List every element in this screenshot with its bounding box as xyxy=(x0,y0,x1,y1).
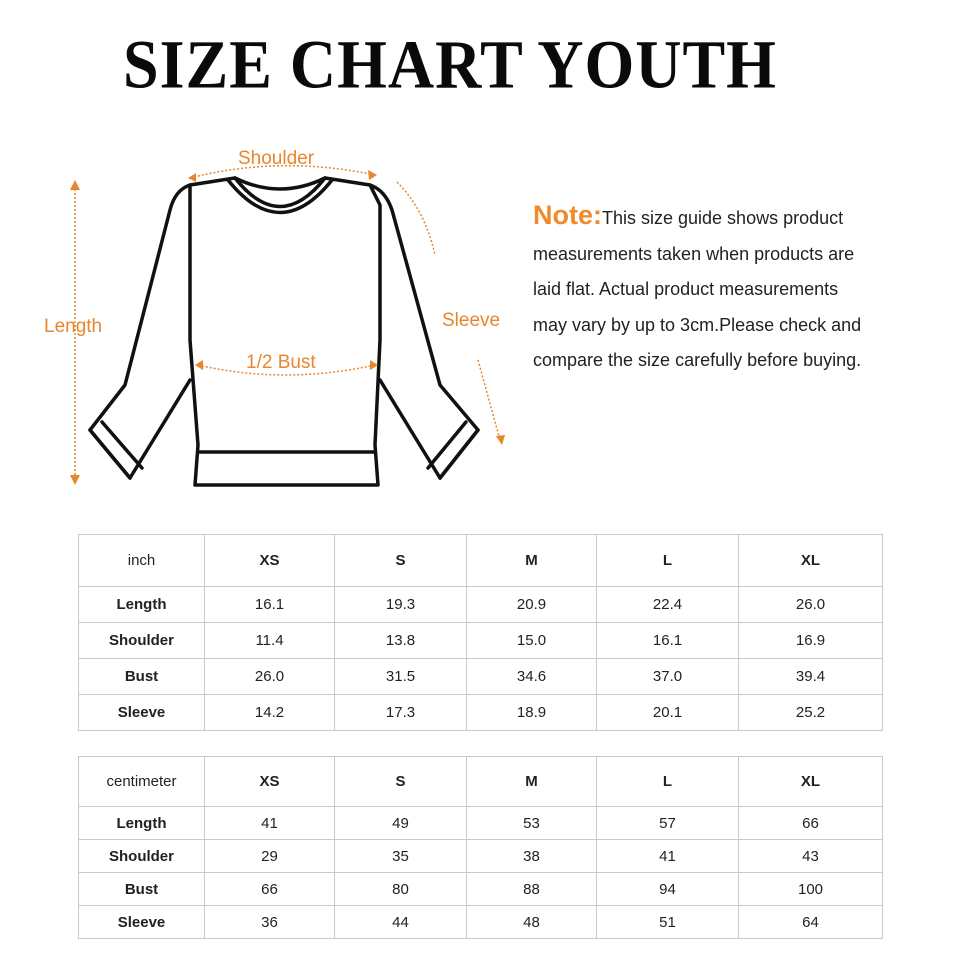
table-cell: 16.1 xyxy=(205,587,335,623)
unit-cell: centimeter xyxy=(79,757,205,807)
table-cell: 57 xyxy=(597,807,739,840)
note-heading: Note: xyxy=(533,200,602,230)
row-label: Bust xyxy=(79,659,205,695)
table-cell: 38 xyxy=(467,840,597,873)
table-row xyxy=(79,695,883,731)
table-cell: 18.9 xyxy=(467,695,597,731)
size-header: L xyxy=(597,757,739,807)
row-label: Length xyxy=(79,807,205,840)
table-cell: 41 xyxy=(597,840,739,873)
table-cell: 14.2 xyxy=(205,695,335,731)
size-header: XS xyxy=(205,535,335,587)
size-header: S xyxy=(335,757,467,807)
table-cell: 41 xyxy=(205,807,335,840)
size-table-inch xyxy=(78,534,883,731)
table-row xyxy=(79,659,883,695)
size-header: S xyxy=(335,535,467,587)
table-row xyxy=(79,623,883,659)
sweatshirt-diagram xyxy=(30,140,530,510)
row-label: Shoulder xyxy=(79,840,205,873)
table-cell: 15.0 xyxy=(467,623,597,659)
table-cell: 34.6 xyxy=(467,659,597,695)
note-line: measurements taken when products are xyxy=(533,243,855,264)
shoulder-label: Shoulder xyxy=(238,148,315,169)
table-cell: 16.1 xyxy=(597,623,739,659)
length-label: Length xyxy=(44,316,103,337)
unit-cell: inch xyxy=(79,535,205,587)
table-row xyxy=(79,587,883,623)
row-label: Sleeve xyxy=(79,695,205,731)
table-row xyxy=(79,906,883,939)
table-cell: 16.9 xyxy=(739,623,883,659)
table-cell: 13.8 xyxy=(335,623,467,659)
note-line: laid flat. Actual product measurements xyxy=(533,279,839,299)
note-line: This size guide shows product xyxy=(602,208,844,228)
note-line: may vary by up to 3cm.Please check and xyxy=(533,314,862,335)
table-cell: 66 xyxy=(739,807,883,840)
bust-label: 1/2 Bust xyxy=(246,352,316,373)
table-cell: 37.0 xyxy=(597,659,739,695)
size-header: XS xyxy=(205,757,335,807)
table-cell: 20.1 xyxy=(597,695,739,731)
table-header-row xyxy=(79,757,883,807)
row-label: Length xyxy=(79,587,205,623)
table-row xyxy=(79,807,883,840)
row-label: Sleeve xyxy=(79,906,205,939)
table-cell: 80 xyxy=(335,873,467,906)
table-cell: 26.0 xyxy=(739,587,883,623)
sleeve-label: Sleeve xyxy=(442,310,501,331)
size-header: XL xyxy=(739,535,883,587)
table-row xyxy=(79,873,883,906)
table-cell: 19.3 xyxy=(335,587,467,623)
note-line: compare the size carefully before buying. xyxy=(533,350,862,370)
size-header: XL xyxy=(739,757,883,807)
table-row xyxy=(79,840,883,873)
table-cell: 25.2 xyxy=(739,695,883,731)
size-header: L xyxy=(597,535,739,587)
size-header: M xyxy=(467,757,597,807)
table-cell: 44 xyxy=(335,906,467,939)
table-cell: 49 xyxy=(335,807,467,840)
table-cell: 26.0 xyxy=(205,659,335,695)
table-cell: 94 xyxy=(597,873,739,906)
size-header: M xyxy=(467,535,597,587)
table-cell: 39.4 xyxy=(739,659,883,695)
table-cell: 64 xyxy=(739,906,883,939)
table-cell: 22.4 xyxy=(597,587,739,623)
row-label: Bust xyxy=(79,873,205,906)
table-cell: 43 xyxy=(739,840,883,873)
table-cell: 17.3 xyxy=(335,695,467,731)
table-cell: 31.5 xyxy=(335,659,467,695)
table-cell: 53 xyxy=(467,807,597,840)
size-table-centimeter xyxy=(78,756,883,939)
row-label: Shoulder xyxy=(79,623,205,659)
table-cell: 51 xyxy=(597,906,739,939)
table-cell: 20.9 xyxy=(467,587,597,623)
table-cell: 48 xyxy=(467,906,597,939)
table-cell: 66 xyxy=(205,873,335,906)
size-note xyxy=(533,198,933,379)
table-cell: 88 xyxy=(467,873,597,906)
table-cell: 29 xyxy=(205,840,335,873)
table-cell: 36 xyxy=(205,906,335,939)
table-cell: 11.4 xyxy=(205,623,335,659)
table-cell: 100 xyxy=(739,873,883,906)
table-cell: 35 xyxy=(335,840,467,873)
page-title: SIZE CHART YOUTH xyxy=(123,26,777,103)
table-header-row xyxy=(79,535,883,587)
